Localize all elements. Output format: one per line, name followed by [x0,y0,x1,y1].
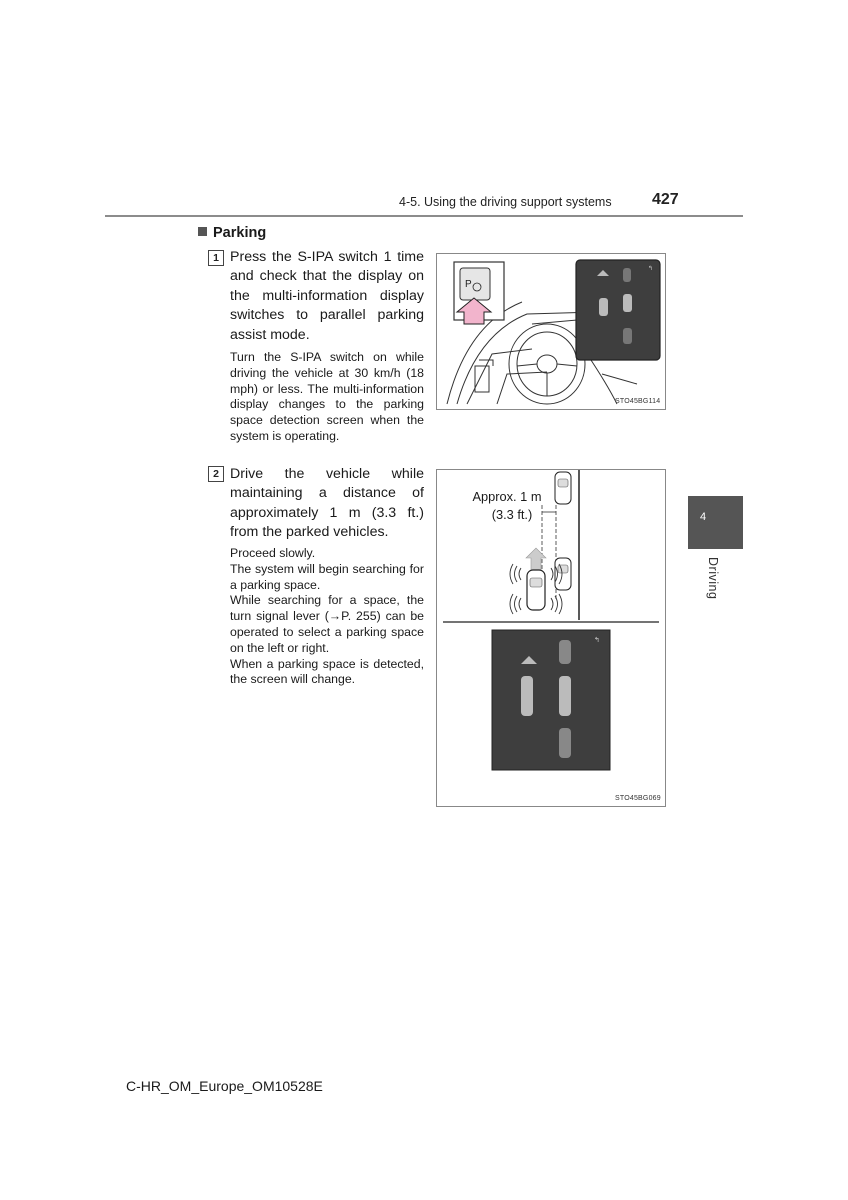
header-rule [105,215,743,217]
multi-information-display [576,260,660,360]
footer-document-code: C-HR_OM_Europe_OM10528E [126,1078,323,1094]
step-1-details [230,350,424,445]
figure-parallel-parking [436,469,666,807]
forward-arrow-icon [526,548,546,570]
dashboard-illustration [437,254,665,409]
square-bullet-icon [198,227,207,236]
step-2-details [230,546,424,688]
step-1-detail: Turn the S-IPA switch on while driving the vehicle at 30 km/h (18 mph) or less. The multi-information display changes to the parking space detection screen when the system is operating. [230,350,424,443]
distance-label-imperial: (3.3 ft.) [491,507,533,522]
section-heading-text: Parking [213,225,267,241]
step-2-detail: While searching for a space, the turn signal lever (→P. 255) can be operated to select a parking space on the left or right. [230,593,424,655]
step-number-1: 1 [208,250,224,266]
chapter-title: Driving [706,557,720,600]
step-number-2: 2 [208,466,224,482]
figure-1-code: STO45BG114 [615,398,661,405]
svg-text:↰: ↰ [648,266,654,272]
step-2-detail: When a parking space is detected, the screen will change. [230,656,424,687]
chapter-tab [688,496,743,549]
parking-space-detection-display [492,630,610,770]
section-heading [198,225,266,241]
figure-2-code: STO45BG069 [615,795,661,802]
step-2-detail: Proceed slowly. [230,546,316,560]
parking-illustration [437,470,665,806]
header-section-title: 4-5. Using the driving support systems [399,195,612,209]
switch-label: P [465,279,472,290]
distance-label: Approx. 1 m [472,489,542,504]
step-1-text: Press the S-IPA switch 1 time and check that the display on the multi-information display switches to parallel parking assist mode. [230,249,424,343]
page-number: 427 [652,191,679,208]
figure-s-ipa-switch [436,253,666,410]
chapter-number: 4 [700,511,707,523]
step-2-detail: The system will begin searching for a parking space. [230,561,424,592]
svg-text:↰: ↰ [594,637,600,644]
step-2-text: Drive the vehicle while maintaining a distance of approximately 1 m (3.3 ft.) from the parked vehicles. [230,466,424,541]
